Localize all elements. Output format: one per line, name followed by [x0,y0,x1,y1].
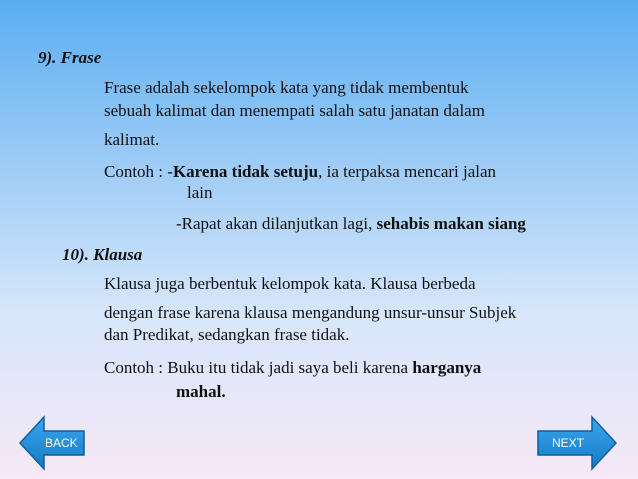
section-9-example-1-cont: lain [187,183,213,202]
section-9-line-2: sebuah kalimat dan menempati salah satu janatan dalam [104,101,485,120]
section-9-example-1 [104,162,496,182]
example-bold: harganya [412,358,482,377]
section-10-line-2: dengan frase karena klausa mengandung unsur-unsur Subjek [104,303,517,322]
next-label: NEXT [552,436,585,450]
section-10-example [104,358,481,378]
section-9-line-3: kalimat. [104,130,160,149]
section-9-line-1: Frase adalah sekelompok kata yang tidak membentuk [104,78,469,97]
section-10-example-cont [176,382,226,402]
example-1-bold: Karena tidak setuju [172,162,319,181]
example-plain: Contoh : Buku itu tidak jadi saya beli karena [104,358,413,377]
example-1-rest: , ia terpaksa mencari jalan [318,162,497,181]
example-prefix: Contoh : - [104,162,173,181]
section-10-line-3: dan Predikat, sedangkan frase tidak. [104,325,350,344]
section-10-line-1: Klausa juga berbentuk kelompok kata. Klausa berbeda [104,274,476,293]
section-10-heading: 10). Klausa [62,245,143,264]
section-9-heading: 9). Frase [38,48,102,67]
example-bold-2: mahal. [176,382,226,401]
back-button[interactable] [18,415,102,471]
section-9-example-2 [176,214,526,234]
example-2-plain: -Rapat akan dilanjutkan lagi, [176,214,377,233]
example-2-bold: sehabis makan siang [376,214,526,233]
next-button[interactable] [534,415,618,471]
back-label: BACK [45,436,78,450]
